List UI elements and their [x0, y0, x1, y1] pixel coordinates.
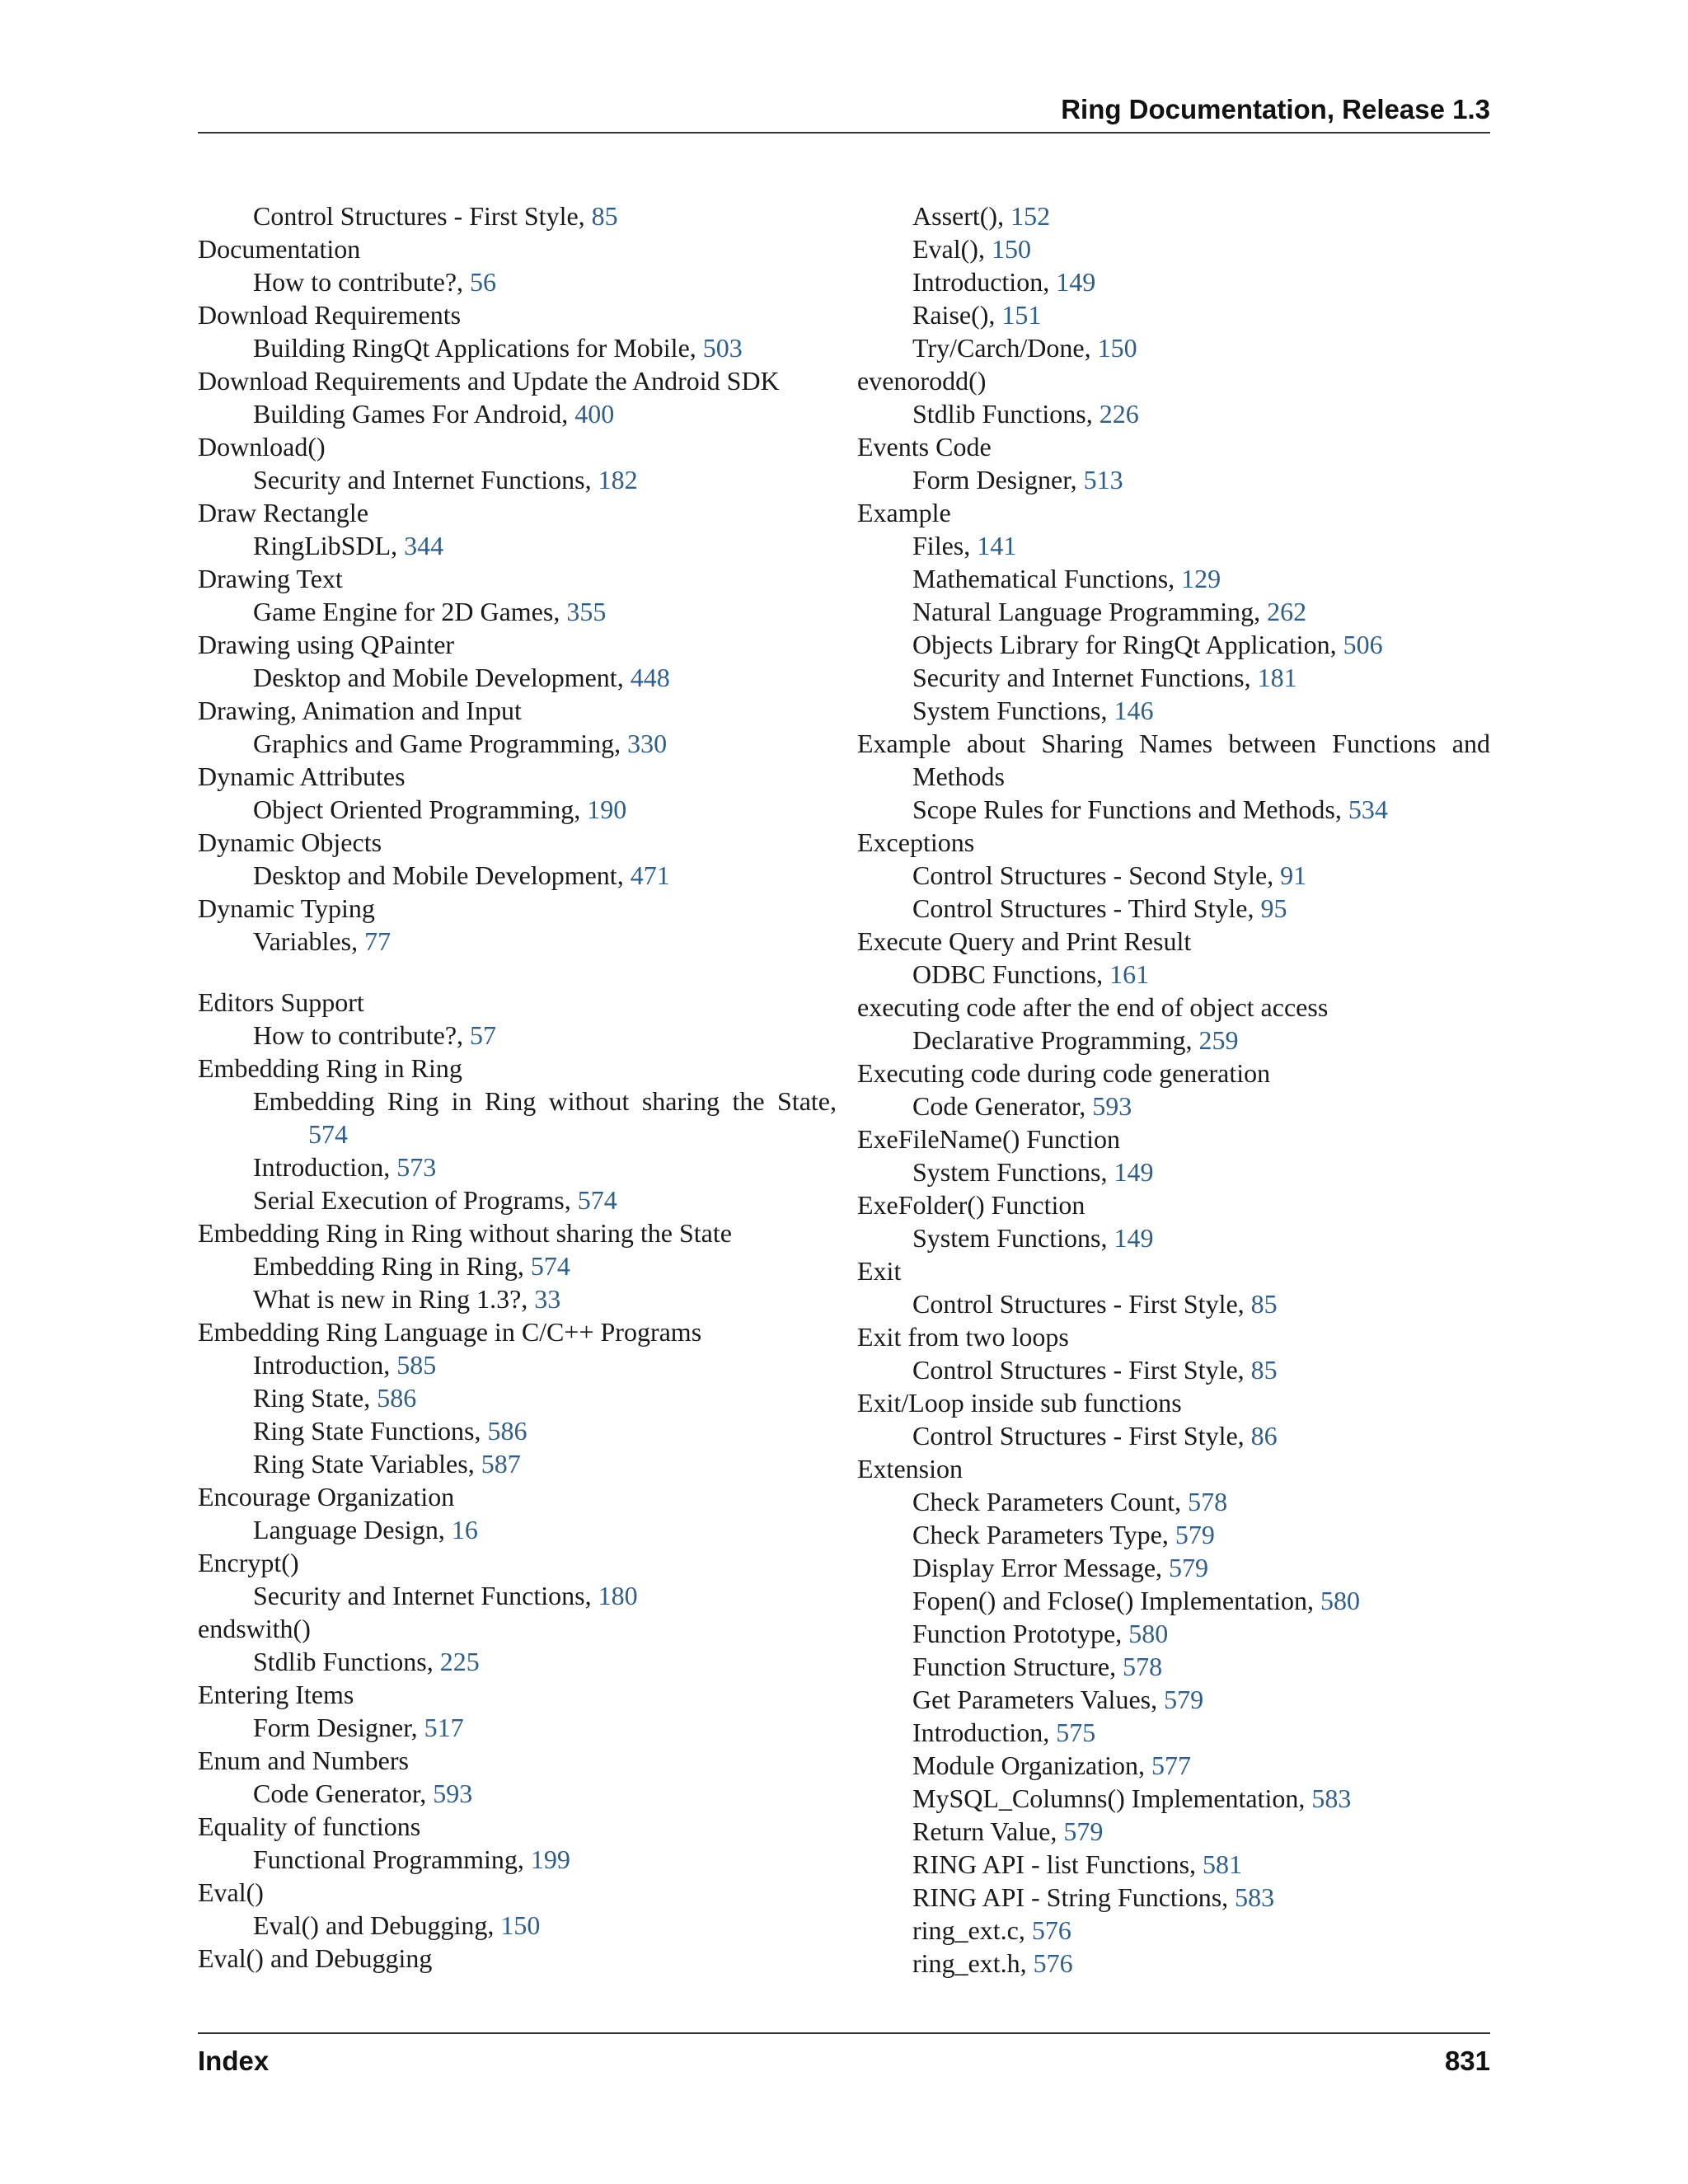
index-term-text: Exit	[857, 1256, 902, 1286]
page-reference-link[interactable]: 150	[1097, 333, 1137, 363]
index-subentry	[198, 1381, 837, 1414]
page-reference-link[interactable]: 585	[396, 1350, 437, 1380]
index-term	[198, 1942, 837, 1975]
page-reference-link[interactable]: 150	[991, 234, 1031, 264]
index-subentry	[857, 1848, 1490, 1881]
index-term	[198, 760, 837, 793]
index-term-text: Extension	[857, 1454, 963, 1483]
index-subentry-text: Stdlib Functions,	[912, 399, 1100, 429]
index-subentry-text: Objects Library for RingQt Application,	[912, 630, 1343, 659]
page-reference-link[interactable]: 149	[1114, 1223, 1154, 1253]
index-subentry	[857, 463, 1490, 496]
index-subentry-text: System Functions,	[912, 696, 1114, 725]
index-subentry-text: Natural Language Programming,	[912, 597, 1268, 626]
index-subentry-text: Stdlib Functions,	[253, 1647, 440, 1676]
index-term	[198, 364, 837, 397]
index-subentry-text: Introduction,	[912, 1718, 1057, 1747]
page-footer	[198, 2032, 1490, 2076]
page-reference-link[interactable]: 579	[1063, 1816, 1104, 1846]
index-subentry-text: ring_ext.c,	[912, 1915, 1032, 1945]
index-subentry	[857, 1024, 1490, 1057]
index-subentry	[857, 1419, 1490, 1452]
index-term-text: Equality of functions	[198, 1811, 421, 1841]
page-reference-link[interactable]: 330	[627, 729, 668, 758]
page-reference-link[interactable]: 579	[1175, 1520, 1215, 1549]
page-reference-link[interactable]: 593	[1092, 1091, 1132, 1121]
index-subentry	[857, 628, 1490, 661]
index-term	[857, 1188, 1490, 1221]
index-subentry-text: RING API - list Functions,	[912, 1849, 1203, 1879]
page-reference-link[interactable]: 575	[1056, 1718, 1096, 1747]
page-header	[198, 89, 1490, 134]
index-term	[198, 1678, 837, 1711]
index-subentry	[198, 397, 837, 430]
index-subentry-text: Get Parameters Values,	[912, 1685, 1165, 1714]
index-subentry-text: System Functions,	[912, 1157, 1114, 1187]
index-term-text: Editors Support	[198, 987, 364, 1017]
index-subentry-text: Security and Internet Functions,	[253, 465, 598, 494]
index-subentry	[857, 1287, 1490, 1320]
index-subentry	[198, 463, 837, 496]
index-subentry-text: Control Structures - First Style,	[253, 201, 592, 231]
index-subentry-text: Control Structures - Third Style,	[912, 893, 1261, 923]
page-reference-link[interactable]: 33	[534, 1284, 561, 1314]
index-term	[198, 1876, 837, 1909]
index-term	[198, 892, 837, 925]
footer-page-number: 831	[1444, 2046, 1490, 2076]
index-term-text: executing code after the end of object access	[857, 992, 1329, 1022]
page-reference-link[interactable]: 85	[591, 201, 618, 231]
page-reference-link[interactable]: 578	[1123, 1652, 1163, 1681]
index-subentry-text: Ring State,	[253, 1383, 377, 1413]
page-reference-link[interactable]: 587	[481, 1449, 521, 1479]
index-term	[857, 727, 1490, 793]
index-subentry-text: Introduction,	[253, 1350, 397, 1380]
index-column-left	[198, 199, 837, 1975]
page-reference-link[interactable]: 517	[424, 1713, 464, 1742]
index-subentry	[198, 1777, 837, 1810]
index-subentry	[857, 595, 1490, 628]
index-subentry	[198, 331, 837, 364]
page-reference-link[interactable]: 146	[1114, 696, 1154, 725]
index-subentry	[857, 661, 1490, 694]
page-reference-link[interactable]: 181	[1257, 663, 1297, 692]
page-reference-link[interactable]: 77	[364, 926, 392, 956]
page-reference-link[interactable]: 225	[439, 1647, 480, 1676]
index-subentry	[857, 1518, 1490, 1551]
index-subentry-text: Security and Internet Functions,	[253, 1581, 598, 1610]
index-term-text: Embedding Ring in Ring	[198, 1053, 462, 1083]
index-term-text: Example about Sharing Names between Functions and Methods	[857, 729, 1490, 791]
index-subentry-text: Function Prototype,	[912, 1619, 1129, 1648]
index-subentry-text: Variables,	[253, 926, 365, 956]
index-subentry	[198, 1711, 837, 1744]
index-subentry	[857, 1683, 1490, 1716]
index-term-text: Draw Rectangle	[198, 498, 369, 527]
index-term-text: ExeFileName() Function	[857, 1124, 1121, 1154]
index-subentry-text: Control Structures - Second Style,	[912, 860, 1281, 890]
index-term-text: Exit/Loop inside sub functions	[857, 1388, 1182, 1418]
page-reference-link[interactable]: 199	[530, 1844, 570, 1874]
index-term-text: Exit from two loops	[857, 1322, 1069, 1352]
index-subentry-text: Ring State Functions,	[253, 1416, 488, 1446]
index-term-text: Events Code	[857, 432, 992, 462]
index-term	[857, 1320, 1490, 1353]
document-title: Ring Documentation, Release 1.3	[1061, 94, 1490, 124]
index-subentry-text: Try/Carch/Done,	[912, 333, 1098, 363]
page-reference-link[interactable]: 513	[1083, 465, 1123, 494]
index-subentry-text: Introduction,	[912, 267, 1057, 297]
page-reference-link[interactable]: 400	[574, 399, 615, 429]
index-subentry-text: ODBC Functions,	[912, 959, 1110, 989]
index-subentry-text: MySQL_Columns() Implementation,	[912, 1783, 1312, 1813]
page-reference-link[interactable]: 85	[1250, 1355, 1278, 1385]
page-reference-link[interactable]: 190	[587, 794, 627, 824]
index-subentry	[857, 1584, 1490, 1617]
index-subentry	[198, 661, 837, 694]
index-term-text: ExeFolder() Function	[857, 1190, 1085, 1220]
index-subentry-text: Function Structure,	[912, 1652, 1123, 1681]
page-reference-link[interactable]: 182	[598, 465, 638, 494]
index-term-text: evenorodd()	[857, 366, 987, 396]
index-term-text: Eval() and Debugging	[198, 1943, 433, 1973]
index-term	[198, 232, 837, 265]
page-reference-link[interactable]: 180	[598, 1581, 638, 1610]
index-subentry	[857, 1353, 1490, 1386]
index-subentry	[857, 1914, 1490, 1947]
index-subentry-text: Form Designer,	[253, 1713, 424, 1742]
index-subentry	[857, 1551, 1490, 1584]
page-reference-link[interactable]: 581	[1203, 1849, 1243, 1879]
index-term-text: Example	[857, 498, 951, 527]
page-reference-link[interactable]: 149	[1114, 1157, 1154, 1187]
index-subentry-text: Building RingQt Applications for Mobile,	[253, 333, 703, 363]
index-subentry-text: Control Structures - First Style,	[912, 1289, 1251, 1319]
index-term	[198, 1546, 837, 1579]
index-subentry	[198, 1645, 837, 1678]
index-subentry	[857, 1221, 1490, 1254]
index-term	[857, 1254, 1490, 1287]
index-term	[198, 986, 837, 1019]
index-subentry-text: Declarative Programming,	[912, 1025, 1199, 1055]
index-term	[198, 496, 837, 529]
index-term	[857, 364, 1490, 397]
index-subentry	[857, 958, 1490, 991]
index-term	[198, 1480, 837, 1513]
index-subentry	[198, 1019, 837, 1052]
page-reference-link[interactable]: 95	[1260, 893, 1287, 923]
index-subentry-text: Control Structures - First Style,	[912, 1355, 1251, 1385]
index-subentry-text: Functional Programming,	[253, 1844, 531, 1874]
index-term	[198, 826, 837, 859]
index-subentry	[857, 859, 1490, 892]
index-subentry	[857, 298, 1490, 331]
index-subentry	[857, 232, 1490, 265]
index-subentry	[857, 793, 1490, 826]
index-term-text: Execute Query and Print Result	[857, 926, 1192, 956]
index-subentry	[857, 1155, 1490, 1188]
index-subentry-text: Ring State Variables,	[253, 1449, 481, 1479]
index-subentry-text: Object Oriented Programming,	[253, 794, 588, 824]
letter-group-gap	[198, 958, 837, 986]
index-term-text: Exceptions	[857, 827, 975, 857]
index-subentry-text: Mathematical Functions,	[912, 564, 1182, 593]
index-subentry	[198, 1909, 837, 1942]
page-reference-link[interactable]: 448	[630, 663, 670, 692]
index-subentry-text: Introduction,	[253, 1152, 397, 1182]
page-reference-link[interactable]: 503	[702, 333, 743, 363]
index-subentry-text: ring_ext.h,	[912, 1948, 1034, 1978]
index-subentry-text: Building Games For Android,	[253, 399, 575, 429]
index-column-right	[857, 199, 1490, 1980]
page-reference-link[interactable]: 574	[530, 1251, 570, 1281]
page-reference-link[interactable]: 576	[1031, 1915, 1071, 1945]
index-subentry-text: Game Engine for 2D Games,	[253, 597, 567, 626]
index-subentry	[198, 859, 837, 892]
index-term	[198, 694, 837, 727]
index-subentry-text: Control Structures - First Style,	[912, 1421, 1251, 1451]
page-reference-link[interactable]: 16	[451, 1515, 478, 1544]
index-subentry-text: RingLibSDL,	[253, 531, 405, 560]
page-reference-link[interactable]: 471	[630, 860, 670, 890]
index-term	[198, 1612, 837, 1645]
index-subentry-text: Assert(),	[912, 201, 1011, 231]
index-subentry-text: Code Generator,	[253, 1779, 434, 1808]
index-subentry	[198, 1348, 837, 1381]
index-subentry	[857, 529, 1490, 562]
index-term-text: Dynamic Attributes	[198, 762, 406, 791]
page-reference-link[interactable]: 574	[308, 1119, 348, 1149]
index-subentry	[857, 331, 1490, 364]
index-subentry-text: What is new in Ring 1.3?,	[253, 1284, 535, 1314]
index-term	[198, 1315, 837, 1348]
page-reference-link[interactable]: 586	[487, 1416, 528, 1446]
index-term	[857, 1386, 1490, 1419]
page-reference-link[interactable]: 578	[1188, 1487, 1228, 1516]
index-subentry	[198, 925, 837, 958]
index-term-text: Download()	[198, 432, 326, 462]
index-term-text: Dynamic Objects	[198, 827, 382, 857]
page-reference-link[interactable]: 86	[1250, 1421, 1278, 1451]
index-subentry	[198, 529, 837, 562]
index-term-text: Embedding Ring in Ring without sharing the State	[198, 1218, 732, 1248]
index-subentry-text: Scope Rules for Functions and Methods,	[912, 794, 1348, 824]
index-subentry	[857, 199, 1490, 232]
index-term-text: Encrypt()	[198, 1548, 299, 1577]
index-subentry-text: Fopen() and Fclose() Implementation,	[912, 1586, 1320, 1615]
index-term	[198, 562, 837, 595]
page-reference-link[interactable]: 579	[1169, 1553, 1209, 1582]
index-subentry	[857, 1782, 1490, 1815]
page-reference-link[interactable]: 141	[977, 531, 1017, 560]
page-reference-link[interactable]: 583	[1235, 1882, 1275, 1912]
page-reference-link[interactable]: 355	[566, 597, 607, 626]
page-reference-link[interactable]: 91	[1280, 860, 1307, 890]
index-subentry-text: Eval() and Debugging,	[253, 1910, 501, 1940]
page-reference-link[interactable]: 506	[1343, 630, 1383, 659]
index-term	[198, 1216, 837, 1249]
index-subentry	[857, 397, 1490, 430]
index-subentry	[198, 1282, 837, 1315]
index-subentry-text: Code Generator,	[912, 1091, 1093, 1121]
index-term	[198, 298, 837, 331]
index-subentry-text: Eval(),	[912, 234, 992, 264]
index-subentry	[857, 1485, 1490, 1518]
index-subentry	[198, 727, 837, 760]
index-term-text: Download Requirements and Update the Android SDK	[198, 366, 780, 396]
index-subentry	[857, 1650, 1490, 1683]
index-subentry	[857, 1716, 1490, 1749]
page-reference-link[interactable]: 573	[396, 1152, 437, 1182]
page-reference-link[interactable]: 129	[1181, 564, 1221, 593]
index-subentry	[857, 1947, 1490, 1980]
index-subentry	[857, 265, 1490, 298]
index-subentry-text: Desktop and Mobile Development,	[253, 860, 631, 890]
index-subentry	[198, 1183, 837, 1216]
index-term	[198, 1810, 837, 1843]
page-reference-link[interactable]: 577	[1151, 1750, 1192, 1780]
page-reference-link[interactable]: 583	[1311, 1783, 1352, 1813]
index-term	[857, 430, 1490, 463]
page-reference-link[interactable]: 57	[470, 1020, 497, 1050]
index-subentry	[198, 265, 837, 298]
page-reference-link[interactable]: 579	[1164, 1685, 1204, 1714]
index-subentry	[198, 1513, 837, 1546]
index-term	[857, 1057, 1490, 1090]
page-reference-link[interactable]: 576	[1033, 1948, 1073, 1978]
index-subentry-text: Security and Internet Functions,	[912, 663, 1258, 692]
index-term	[857, 925, 1490, 958]
index-term	[857, 496, 1490, 529]
page-reference-link[interactable]: 580	[1128, 1619, 1169, 1648]
index-subentry-text: Desktop and Mobile Development,	[253, 663, 631, 692]
index-subentry	[857, 694, 1490, 727]
index-subentry	[198, 595, 837, 628]
index-term	[857, 1452, 1490, 1485]
index-term-text: Executing code during code generation	[857, 1058, 1271, 1088]
index-subentry-text: How to contribute?,	[253, 1020, 471, 1050]
page-reference-link[interactable]: 85	[1250, 1289, 1278, 1319]
index-subentry	[857, 1881, 1490, 1914]
page-reference-link[interactable]: 56	[470, 267, 497, 297]
index-subentry-text: Check Parameters Count,	[912, 1487, 1189, 1516]
index-subentry-text: How to contribute?,	[253, 267, 471, 297]
index-subentry	[198, 1843, 837, 1876]
index-subentry	[198, 793, 837, 826]
index-term	[857, 1122, 1490, 1155]
index-term-text: Dynamic Typing	[198, 893, 375, 923]
index-subentry	[198, 1447, 837, 1480]
index-term-text: Download Requirements	[198, 300, 462, 330]
index-subentry-text: Return Value,	[912, 1816, 1064, 1846]
index-term-text: Entering Items	[198, 1680, 354, 1709]
index-subentry	[857, 1815, 1490, 1848]
page-reference-link[interactable]: 152	[1010, 201, 1051, 231]
index-term	[198, 430, 837, 463]
index-subentry-text: Display Error Message,	[912, 1553, 1170, 1582]
index-subentry-text: RING API - String Functions,	[912, 1882, 1236, 1912]
page-reference-link[interactable]: 226	[1099, 399, 1139, 429]
index-subentry-text: Serial Execution of Programs,	[253, 1185, 578, 1215]
index-term	[857, 991, 1490, 1024]
index-subentry-text: Files,	[912, 531, 978, 560]
index-subentry	[857, 1617, 1490, 1650]
index-subentry	[857, 1090, 1490, 1122]
index-term-text: Drawing, Animation and Input	[198, 696, 522, 725]
index-term-text: Encourage Organization	[198, 1482, 455, 1511]
index-term-text: Drawing Text	[198, 564, 343, 593]
index-subentry	[198, 1579, 837, 1612]
index-term	[198, 1744, 837, 1777]
index-term	[857, 826, 1490, 859]
page-reference-link[interactable]: 586	[377, 1383, 417, 1413]
index-subentry	[857, 892, 1490, 925]
index-subentry	[857, 1749, 1490, 1782]
index-subentry	[857, 562, 1490, 595]
index-subentry	[198, 1249, 837, 1282]
index-term	[198, 628, 837, 661]
page-reference-link[interactable]: 574	[577, 1185, 617, 1215]
index-subentry-text: Form Designer,	[912, 465, 1084, 494]
page-reference-link[interactable]: 150	[500, 1910, 541, 1940]
page-reference-link[interactable]: 161	[1109, 959, 1150, 989]
index-subentry-text: Embedding Ring in Ring without sharing the State,	[253, 1086, 837, 1116]
index-subentry-text: Language Design,	[253, 1515, 452, 1544]
index-term-text: Drawing using QPainter	[198, 630, 455, 659]
index-term-text: Enum and Numbers	[198, 1746, 409, 1775]
index-subentry	[198, 1151, 837, 1183]
footer-section-label: Index	[198, 2046, 270, 2076]
page-reference-link[interactable]: 149	[1056, 267, 1096, 297]
page-reference-link[interactable]: 593	[433, 1779, 473, 1808]
index-subentry	[198, 1085, 837, 1151]
index-term-text: Documentation	[198, 234, 361, 264]
index-subentry	[198, 1414, 837, 1447]
page-reference-link[interactable]: 262	[1267, 597, 1307, 626]
index-subentry-text: System Functions,	[912, 1223, 1114, 1253]
index-subentry-text: Module Organization,	[912, 1750, 1152, 1780]
index-subentry-text: Check Parameters Type,	[912, 1520, 1175, 1549]
page-reference-link[interactable]: 534	[1348, 794, 1388, 824]
index-subentry-text: Graphics and Game Programming,	[253, 729, 628, 758]
index-term-text: Eval()	[198, 1877, 264, 1907]
page-reference-link[interactable]: 580	[1320, 1586, 1360, 1615]
index-subentry	[198, 199, 837, 232]
page-reference-link[interactable]: 259	[1198, 1025, 1239, 1055]
index-term-text: Embedding Ring Language in C/C++ Programs	[198, 1317, 702, 1347]
index-subentry-text: Embedding Ring in Ring,	[253, 1251, 531, 1281]
page-reference-link[interactable]: 344	[404, 531, 444, 560]
page-reference-link[interactable]: 151	[1001, 300, 1042, 330]
index-subentry-text: Raise(),	[912, 300, 1002, 330]
index-term	[198, 1052, 837, 1085]
index-term-text: endswith()	[198, 1614, 311, 1643]
